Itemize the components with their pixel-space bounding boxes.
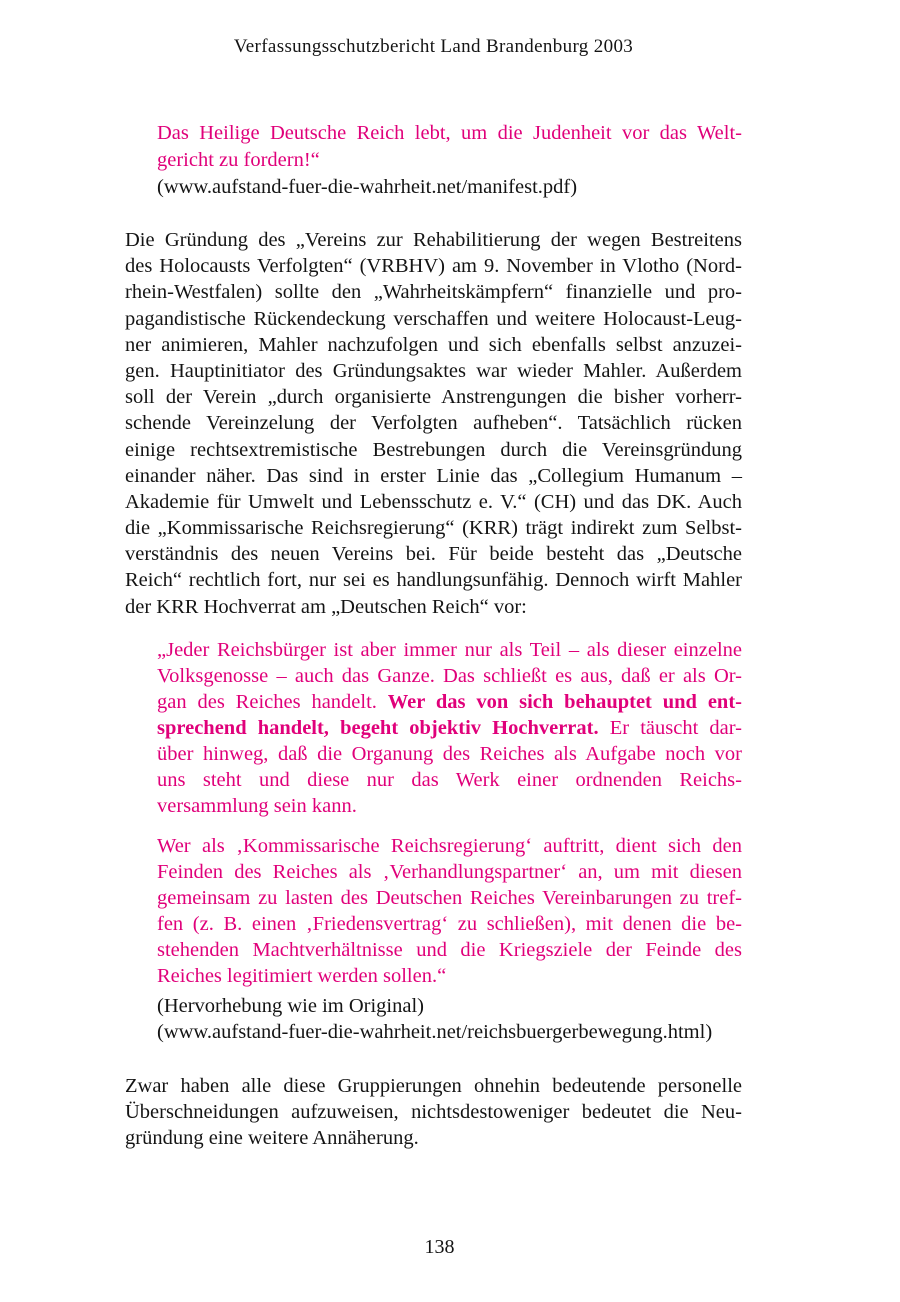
- quote-line: stehenden Machtverhältnisse und die Kriegsziele der Feinde des: [157, 939, 742, 961]
- emphasis-note: (Hervorhebung wie im Original): [157, 995, 424, 1017]
- source-citation: (www.aufstand-fuer-die-wahrheit.net/reichsbuergerbewegung.html): [157, 1021, 713, 1043]
- body-line: Die Gründung des „Vereins zur Rehabilitierung der wegen Bestreitens: [125, 229, 742, 251]
- quote-line: [157, 715, 742, 741]
- body-line: Reich“ rechtlich fort, nur sei es handlungsunfähig. Dennoch wirft Mahler: [125, 569, 742, 592]
- body-paragraph-2: [125, 1073, 742, 1151]
- quote-block-1: [157, 120, 742, 200]
- quote-block-2-paragraph-2: [157, 833, 742, 989]
- source-block-2: [157, 993, 742, 1045]
- body-line: einige rechtsextremistische Bestrebungen durch die Vereinsgründung: [125, 438, 742, 461]
- quote-line: Wer als ‚Kommissarische Reichsregierung‘ auftritt, dient sich den: [157, 835, 742, 857]
- body-line: einander näher. Das sind in erster Linie das „Collegium Humanum –: [125, 464, 742, 487]
- body-line: der KRR Hochverrat am „Deutschen Reich“ vor:: [125, 595, 527, 618]
- quote-text-segment: gan des Reiches handelt.: [157, 691, 388, 713]
- quote-line: gericht zu fordern!“: [157, 148, 320, 171]
- quote-line: Volksgenosse – auch das Ganze. Das schließt es aus, daß er als Or-: [157, 665, 742, 687]
- quote-line: „Jeder Reichsbürger ist aber immer nur als Teil – als dieser einzelne: [157, 639, 742, 661]
- body-line: pagandistische Rückendeckung verschaffen und weitere Holocaust-Leug-: [125, 307, 742, 330]
- body-line: verständnis des neuen Vereins bei. Für beide besteht das „Deutsche: [125, 543, 742, 566]
- body-line: Überschneidungen aufzuweisen, nichtsdestoweniger bedeutet die Neu-: [125, 1101, 742, 1123]
- body-line: rhein-Westfalen) sollte den „Wahrheitskämpfern“ finanzielle und pro-: [125, 281, 742, 304]
- body-line: schende Vereinzelung der Verfolgten aufheben“. Tatsächlich rücken: [125, 412, 742, 435]
- quote-line: fen (z. B. einen ‚Friedensvertrag‘ zu schließen), mit denen die be-: [157, 913, 742, 935]
- body-line: Zwar haben alle diese Gruppierungen ohnehin bedeutende personelle: [125, 1075, 742, 1097]
- body-line: gen. Hauptinitiator des Gründungsaktes war wieder Mahler. Außerdem: [125, 359, 742, 382]
- quote-line: Feinden des Reiches als ‚Verhandlungspartner‘ an, um mit diesen: [157, 861, 742, 883]
- quote-line: [157, 689, 742, 715]
- quote-line: uns steht und diese nur das Werk einer ordnenden Reichs-: [157, 769, 742, 791]
- quote-line: Reiches legitimiert werden sollen.“: [157, 965, 447, 987]
- quote-block-2-paragraph-1: [157, 637, 742, 819]
- emphasized-text: sprechend handelt, begeht objektiv Hochverrat.: [157, 717, 599, 739]
- body-line: die „Kommissarische Reichsregierung“ (KRR) trägt indirekt zum Selbst-: [125, 517, 742, 540]
- body-line: des Holocausts Verfolgten“ (VRBHV) am 9. November in Vlotho (Nord-: [125, 255, 742, 278]
- quote-line: Das Heilige Deutsche Reich lebt, um die Judenheit vor das Welt-: [157, 122, 742, 144]
- quote-line: versammlung sein kann.: [157, 795, 357, 817]
- quote-text-segment: Er täuscht dar-: [598, 717, 743, 739]
- page-number: 138: [424, 1236, 455, 1258]
- body-line: gründung eine weitere Annäherung.: [125, 1127, 419, 1149]
- quote-line: gemeinsam zu lasten des Deutschen Reiches Vereinbarungen zu tref-: [157, 887, 742, 909]
- body-paragraph-1: [125, 227, 742, 620]
- body-line: soll der Verein „durch organisierte Anstrengungen die bisher vorherr-: [125, 386, 742, 409]
- emphasized-text: Wer das von sich behauptet und ent-: [387, 691, 742, 713]
- source-citation: (www.aufstand-fuer-die-wahrheit.net/manifest.pdf): [157, 175, 578, 198]
- body-line: ner animieren, Mahler nachzufolgen und sich ebenfalls selbst anzuzei-: [125, 333, 742, 356]
- page-header: Verfassungsschutzbericht Land Brandenburg 2003: [233, 36, 634, 57]
- quote-line: über hinweg, daß die Organung des Reiches als Aufgabe noch vor: [157, 743, 742, 765]
- body-line: Akademie für Umwelt und Lebensschutz e. V.“ (CH) und das DK. Auch: [125, 490, 742, 513]
